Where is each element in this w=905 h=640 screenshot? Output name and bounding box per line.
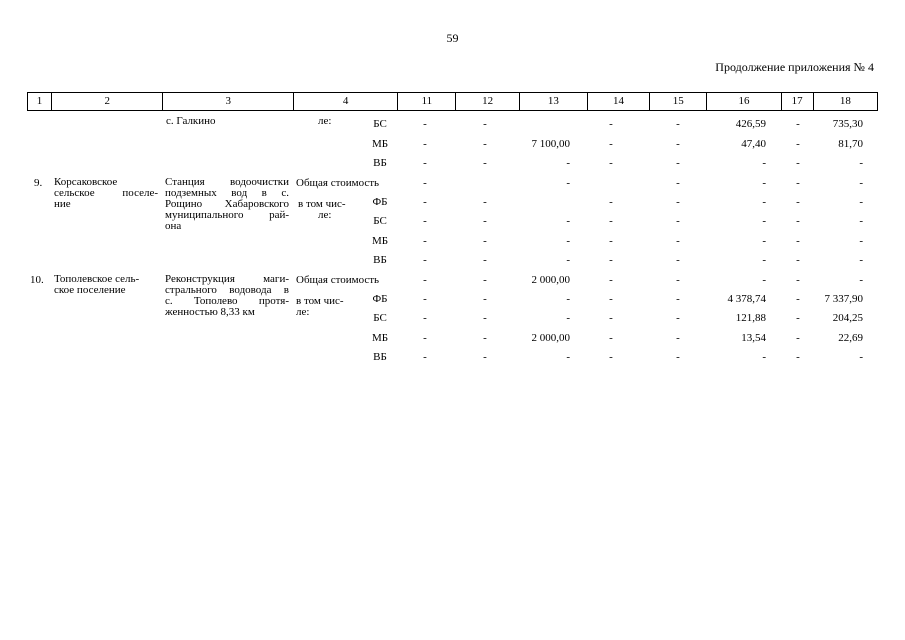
municipality-10-line-1: Тополевское сель-: [54, 273, 140, 285]
municipality-9-line-2: сельское поселе-: [54, 187, 158, 199]
cell-row6-v16: -: [762, 215, 766, 227]
cell-row11-v17: -: [796, 312, 800, 324]
cell-row13-v12: -: [483, 351, 487, 363]
cell-row12-v16: 13,54: [741, 332, 766, 344]
header-col-1: 1: [28, 93, 52, 111]
cell-row3-v18: -: [859, 157, 863, 169]
cell-row12-v13: 2 000,00: [531, 332, 570, 344]
cell-row10-v13: -: [566, 293, 570, 305]
cell-row13-v16: -: [762, 351, 766, 363]
cell-row13-v15: -: [676, 351, 680, 363]
cell-row9-v14: -: [609, 274, 613, 286]
cell-row11-src: БС: [373, 312, 387, 324]
cell-row11-v14: -: [609, 312, 613, 324]
total-cost-label-10: Общая стоимость: [296, 274, 380, 286]
including-label-9-line-2: ле:: [318, 209, 332, 221]
municipality-10-line-2: ское поселение: [54, 284, 126, 296]
cell-row8-v14: -: [609, 254, 613, 266]
cell-row11-v11: -: [423, 312, 427, 324]
cell-row4-v11: -: [423, 177, 427, 189]
cell-row7-v15: -: [676, 235, 680, 247]
object-10-line-3: с. Тополево протя-: [165, 295, 289, 307]
cell-row9-v17: -: [796, 274, 800, 286]
cell-row1-v12: -: [483, 118, 487, 130]
cell-row10-v16: 4 378,74: [727, 293, 766, 305]
cell-row3-v12: -: [483, 157, 487, 169]
cell-row13-v13: -: [566, 351, 570, 363]
cell-row12-v14: -: [609, 332, 613, 344]
cell-row6-v14: -: [609, 215, 613, 227]
cell-row13-v14: -: [609, 351, 613, 363]
cell-row12-v17: -: [796, 332, 800, 344]
cell-row4-v16: -: [762, 177, 766, 189]
cell-row7-v16: -: [762, 235, 766, 247]
cell-row1-v18: 735,30: [832, 118, 863, 130]
cell-row1-v14: -: [609, 118, 613, 130]
municipality-10: [54, 274, 164, 296]
object-name-9: [165, 177, 289, 232]
cell-row9-v13: 2 000,00: [531, 274, 570, 286]
cell-row3-v13: -: [566, 157, 570, 169]
cell-row7-src: МБ: [371, 235, 389, 247]
cell-row8-v15: -: [676, 254, 680, 266]
cell-row6-v11: -: [423, 215, 427, 227]
cell-row3-v11: -: [423, 157, 427, 169]
cell-row9-v18: -: [859, 274, 863, 286]
cell-row2-src: МБ: [371, 138, 389, 150]
cell-row13-v11: -: [423, 351, 427, 363]
object-name-galkino: с. Галкино: [166, 115, 216, 127]
header-col-15: 15: [650, 93, 707, 111]
cell-row9-v11: -: [423, 274, 427, 286]
cell-row10-v18: 7 337,90: [824, 293, 863, 305]
cell-row10-v11: -: [423, 293, 427, 305]
cell-row4-v18: -: [859, 177, 863, 189]
including-label-9-line-1: в том чис-: [298, 198, 346, 210]
cell-row4-v17: -: [796, 177, 800, 189]
cell-row5-v16: -: [762, 196, 766, 208]
cell-row7-v14: -: [609, 235, 613, 247]
including-label-10-line-2: ле:: [296, 306, 310, 318]
object-9-line-2: подземных вод в с.: [165, 187, 289, 199]
cell-row3-src: ВБ: [373, 157, 387, 169]
cell-row9-v12: -: [483, 274, 487, 286]
cell-row2-v17: -: [796, 138, 800, 150]
header-col-3: 3: [163, 93, 293, 111]
row-number-10: 10.: [30, 274, 44, 286]
cell-row3-v15: -: [676, 157, 680, 169]
cell-row11-v13: -: [566, 312, 570, 324]
cell-row6-src: БС: [373, 215, 387, 227]
cell-row7-v12: -: [483, 235, 487, 247]
cell-row8-v17: -: [796, 254, 800, 266]
cell-row6-v13: -: [566, 215, 570, 227]
cell-row4-v15: -: [676, 177, 680, 189]
cell-row6-v17: -: [796, 215, 800, 227]
cell-row6-v15: -: [676, 215, 680, 227]
cell-row5-v12: -: [483, 196, 487, 208]
municipality-9-line-1: Корсаковское: [54, 176, 118, 188]
cell-row2-v14: -: [609, 138, 613, 150]
cell-row2-v11: -: [423, 138, 427, 150]
cell-row7-v17: -: [796, 235, 800, 247]
cell-row13-src: ВБ: [373, 351, 387, 363]
cell-row13-v18: -: [859, 351, 863, 363]
cell-row2-v16: 47,40: [741, 138, 766, 150]
cell-row10-v12: -: [483, 293, 487, 305]
header-col-12: 12: [456, 93, 519, 111]
page-number: 59: [446, 31, 459, 45]
municipality-9-line-3: ние: [54, 198, 71, 210]
cell-row8-v12: -: [483, 254, 487, 266]
cell-row11-v16: 121,88: [735, 312, 766, 324]
cell-row12-v12: -: [483, 332, 487, 344]
cell-row1-v17: -: [796, 118, 800, 130]
header-col-11: 11: [398, 93, 456, 111]
cell-row10-v14: -: [609, 293, 613, 305]
cell-row12-v11: -: [423, 332, 427, 344]
cell-row2-v18: 81,70: [838, 138, 863, 150]
cell-row13-v17: -: [796, 351, 800, 363]
cell-row11-v12: -: [483, 312, 487, 324]
cell-row6-v12: -: [483, 215, 487, 227]
cell-row5-v18: -: [859, 196, 863, 208]
cell-row8-v18: -: [859, 254, 863, 266]
cell-row12-src: МБ: [371, 332, 389, 344]
cell-row9-v16: -: [762, 274, 766, 286]
cell-row12-v15: -: [676, 332, 680, 344]
cell-row1-v15: -: [676, 118, 680, 130]
cell-row3-v14: -: [609, 157, 613, 169]
cell-row2-v15: -: [676, 138, 680, 150]
continuation-title: Продолжение приложения № 4: [715, 60, 874, 74]
cell-row5-v17: -: [796, 196, 800, 208]
cell-row9-v15: -: [676, 274, 680, 286]
object-9-line-3: Рощино Хабаровского: [165, 198, 289, 210]
cell-row8-src: ВБ: [373, 254, 387, 266]
cell-row8-v13: -: [566, 254, 570, 266]
object-9-line-5: она: [165, 220, 182, 232]
cell-row6-v18: -: [859, 215, 863, 227]
row-number-9: 9.: [34, 177, 43, 189]
including-label-prev: ле:: [318, 115, 332, 127]
cell-row10-v15: -: [676, 293, 680, 305]
object-9-line-1: Станция водоочистки: [165, 176, 289, 188]
cell-row4-v13: -: [566, 177, 570, 189]
cell-row5-v14: -: [609, 196, 613, 208]
cell-row5-v11: -: [423, 196, 427, 208]
cell-row2-v13: 7 100,00: [531, 138, 570, 150]
cell-row8-v11: -: [423, 254, 427, 266]
cell-row10-v17: -: [796, 293, 800, 305]
total-cost-label-9: Общая стоимость: [296, 177, 380, 189]
cell-row3-v17: -: [796, 157, 800, 169]
header-col-18: 18: [813, 93, 877, 111]
header-col-13: 13: [519, 93, 587, 111]
cell-row7-v11: -: [423, 235, 427, 247]
cell-row12-v18: 22,69: [838, 332, 863, 344]
cell-row5-v15: -: [676, 196, 680, 208]
cell-row10-src: ФБ: [372, 293, 388, 305]
cell-row1-v16: 426,59: [735, 118, 766, 130]
cell-row11-v18: 204,25: [832, 312, 863, 324]
header-col-16: 16: [707, 93, 781, 111]
cell-row1-v11: -: [423, 118, 427, 130]
object-name-10: [165, 274, 289, 318]
municipality-9: [54, 177, 158, 210]
cell-row7-v18: -: [859, 235, 863, 247]
object-10-line-4: женностью 8,33 км: [165, 306, 255, 318]
cell-row2-v12: -: [483, 138, 487, 150]
header-col-17: 17: [781, 93, 813, 111]
cell-row3-v16: -: [762, 157, 766, 169]
header-col-2: 2: [52, 93, 163, 111]
table-header: [27, 92, 878, 111]
header-col-14: 14: [587, 93, 649, 111]
header-col-4: 4: [293, 93, 397, 111]
cell-row8-v16: -: [762, 254, 766, 266]
object-9-line-4: муниципального рай-: [165, 209, 289, 221]
cell-row1-src: БС: [373, 118, 387, 130]
cell-row11-v15: -: [676, 312, 680, 324]
including-label-10-line-1: в том чис-: [296, 295, 344, 307]
object-10-line-2: стрального водовода в: [165, 284, 289, 296]
cell-row7-v13: -: [566, 235, 570, 247]
cell-row5-src: ФБ: [372, 196, 388, 208]
object-10-line-1: Реконструкция маги-: [165, 273, 289, 285]
